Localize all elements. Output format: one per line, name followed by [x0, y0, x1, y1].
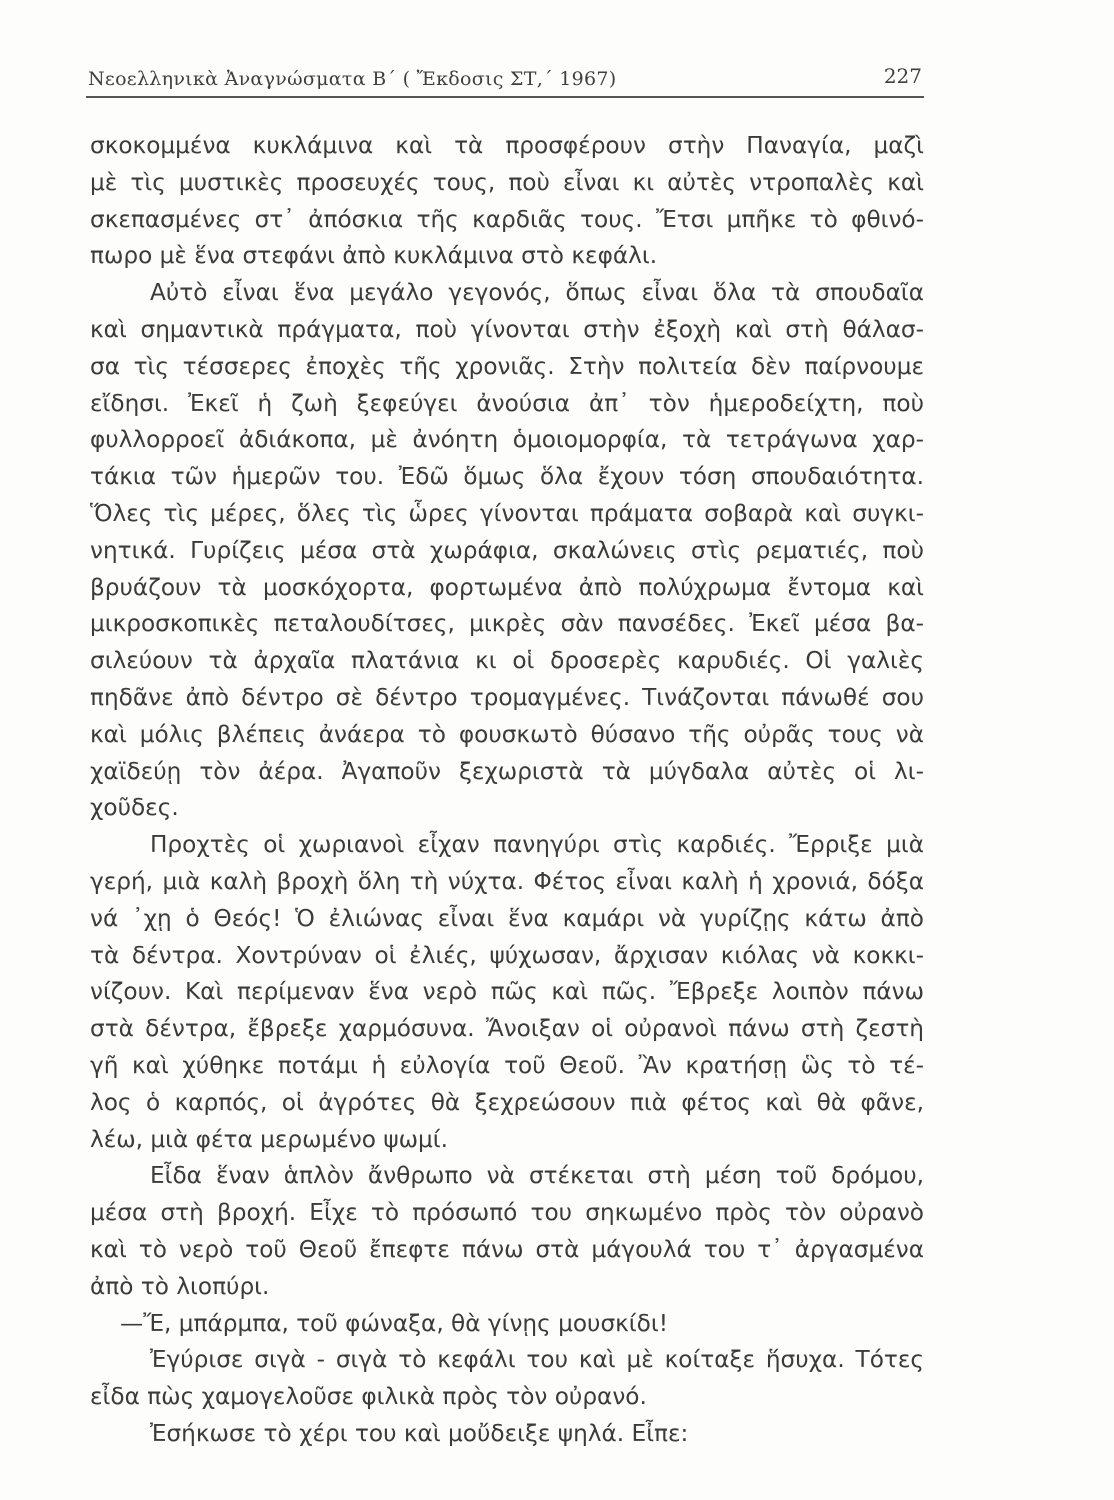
paragraph-start-line: Ἐσήκωσε τὸ χέρι του καὶ μοὔδειξε ψηλά. Εἶπε: [150, 1419, 689, 1447]
header-title: Νεοελληνικὰ Ἀναγνώσματα Β΄ ( Ἔκδοσις ΣΤ,΄ 1967) [88, 68, 617, 90]
text-line: μὲ τὶς μυστικὲς προσευχές τους, ποὺ εἶναι κι αὐτὲς ντροπαλὲς καὶ [90, 168, 924, 196]
text-line: πωρο μὲ ἕνα στεφάνι ἀπὸ κυκλάμινα στὸ κεφάλι. [90, 242, 658, 270]
text-line: ἀπὸ τὸ λιοπύρι. [90, 1272, 270, 1300]
text-line: καὶ τὸ νερὸ τοῦ Θεοῦ ἔπεφτε πάνω στὰ μάγουλά του τ᾿ ἀργασμένα [90, 1235, 924, 1263]
page-number: 227 [883, 64, 922, 88]
text-line: σα τὶς τέσσερες ἐποχὲς τῆς χρονιᾶς. Στὴν πολιτεία δὲν παίρνουμε [90, 352, 924, 380]
text-line: βρυάζουν τὰ μοσκόχορτα, φορτωμένα ἀπὸ πολύχρωμα ἔντομα καὶ [90, 573, 924, 601]
header-rule [86, 96, 924, 98]
text-line: νητικά. Γυρίζεις μέσα στὰ χωράφια, σκαλώνεις στὶς ρεματιές, ποὺ [90, 536, 924, 564]
text-line: νά ᾿χῃ ὁ Θεός! Ὁ ἐλιώνας εἶναι ἕνα καμάρι νὰ γυρίζῃς κάτω ἀπὸ [90, 904, 924, 932]
text-line: φυλλορροεῖ ἀδιάκοπα, μὲ ἀνόητη ὁμοιομορφία, τὰ τετράγωνα χαρ- [90, 426, 924, 454]
paragraph-start-line: Εἶδα ἕναν ἁπλὸν ἄνθρωπο νὰ στέκεται στὴ μέση τοῦ δρόμου, [150, 1162, 924, 1190]
text-line: εἴδησι. Ἐκεῖ ἡ ζωὴ ξεφεύγει ἀνούσια ἀπ᾿ τὸν ἡμεροδείχτη, ποὺ [90, 389, 924, 417]
paragraph-start-line: Προχτὲς οἱ χωριανοὶ εἶχαν πανηγύρι στὶς καρδιές. Ἔρριξε μιὰ [150, 831, 924, 859]
text-line: χαϊδεύῃ τὸν ἀέρα. Ἀγαποῦν ξεχωριστὰ τὰ μύγδαλα αὐτὲς οἱ λι- [90, 757, 924, 785]
text-line: σιλεύουν τὰ ἀρχαῖα πλατάνια κι οἱ δροσερὲς καρυδιές. Οἱ γαλιὲς [90, 647, 924, 675]
text-line: καὶ σημαντικὰ πράγματα, ποὺ γίνονται στὴν ἐξοχὴ καὶ στὴ θάλασ- [90, 315, 924, 343]
text-line: πηδᾶνε ἀπὸ δέντρο σὲ δέντρο τρομαγμένες. Τινάζονται πάνωθέ σου [90, 683, 924, 711]
text-line: στὰ δέντρα, ἔβρεξε χαρμόσυνα. Ἄνοιξαν οἱ οὐρανοὶ πάνω στὴ ζεστὴ [90, 1015, 924, 1043]
text-line: τάκια τῶν ἡμερῶν του. Ἐδῶ ὅμως ὅλα ἔχουν τόση σπουδαιότητα. [90, 463, 924, 491]
text-line: λος ὁ καρπός, οἱ ἀγρότες θὰ ξεχρεώσουν πιὰ φέτος καὶ θὰ φᾶνε, [90, 1088, 924, 1116]
text-line: σκοκομμένα κυκλάμινα καὶ τὰ προσφέρουν στὴν Παναγία, μαζὶ [90, 132, 924, 159]
text-line: λέω, μιὰ φέτα μερωμένο ψωμί. [90, 1125, 449, 1153]
dialogue-line: —Ἔ, μπάρμπα, τοῦ φώναξα, θὰ γίνῃς μουσκίδι! [120, 1309, 668, 1337]
text-line: Ὅλες τὶς μέρες, ὅλες τὶς ὧρες γίνονται πράματα σοβαρὰ καὶ συγκι- [90, 499, 924, 527]
body-text [90, 128, 924, 1453]
text-line: μικροσκοπικὲς πεταλουδίτσες, μικρὲς σὰν πανσέδες. Ἐκεῖ μέσα βα- [90, 610, 924, 638]
paragraph-start-line: Αὐτὸ εἶναι ἕνα μεγάλο γεγονός, ὅπως εἶναι ὅλα τὰ σπουδαῖα [150, 279, 924, 307]
text-line: σκεπασμένες στ᾿ ἀπόσκια τῆς καρδιᾶς τους. Ἔτσι μπῆκε τὸ φθινό- [90, 205, 924, 233]
text-line: χοῦδες. [90, 794, 179, 822]
text-line: γῆ καὶ χύθηκε ποτάμι ἡ εὐλογία τοῦ Θεοῦ. Ἂν κρατήσῃ ὣς τὸ τέ- [90, 1051, 924, 1079]
text-line: καὶ μόλις βλέπεις ἀνάερα τὸ φουσκωτὸ θύσανο τῆς οὐρᾶς τους νὰ [90, 720, 924, 748]
text-line: εἶδα πὼς χαμογελοῦσε φιλικὰ πρὸς τὸν οὐρανό. [90, 1383, 647, 1411]
running-header [88, 62, 924, 96]
paragraph-start-line: Ἐγύρισε σιγὰ - σιγὰ τὸ κεφάλι του καὶ μὲ κοίταξε ἥσυχα. Τότες [150, 1346, 924, 1374]
text-line: τὰ δέντρα. Χοντρύναν οἱ ἐλιές, ψύχωσαν, ἄρχισαν κιόλας νὰ κοκκι- [90, 941, 924, 969]
text-line: νίζουν. Καὶ περίμεναν ἕνα νερὸ πῶς καὶ πῶς. Ἔβρεξε λοιπὸν πάνω [90, 978, 924, 1006]
text-line: γερή, μιὰ καλὴ βροχὴ ὅλη τὴ νύχτα. Φέτος εἶναι καλὴ ἡ χρονιά, δόξα [90, 867, 924, 895]
text-line: μέσα στὴ βροχή. Εἶχε τὸ πρόσωπό του σηκωμένο πρὸς τὸν οὐρανὸ [90, 1199, 924, 1227]
